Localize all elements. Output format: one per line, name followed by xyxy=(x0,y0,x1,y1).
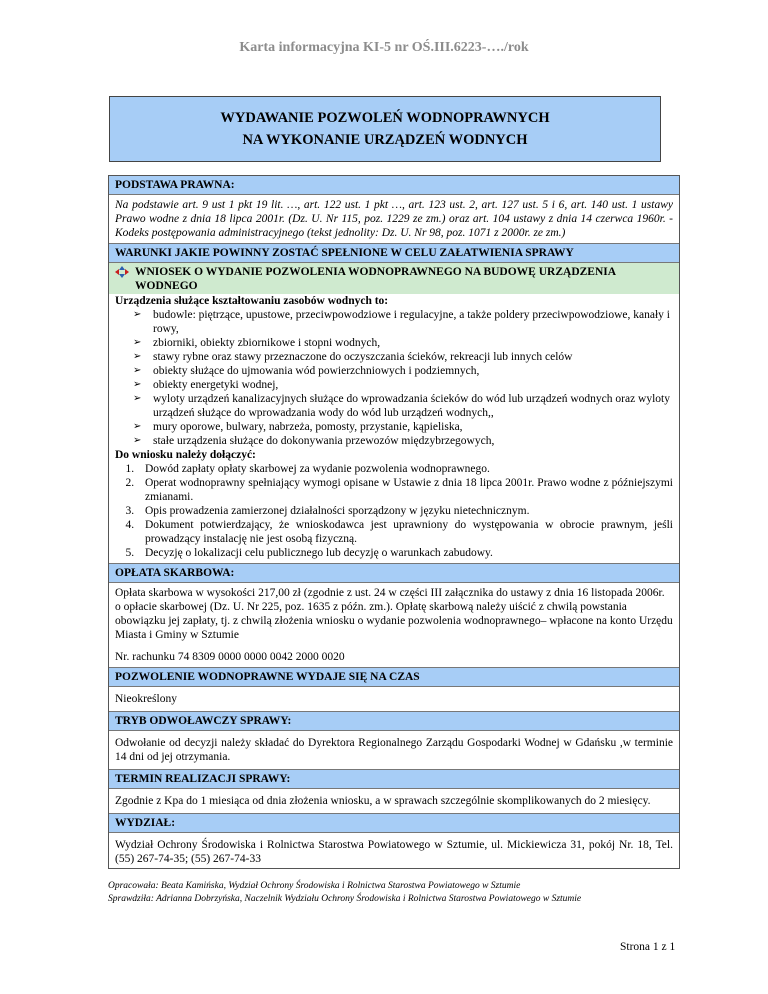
urzadzenia-list xyxy=(115,308,673,448)
oplata-account: Nr. rachunku 74 8309 0000 0000 0042 2000 0020 xyxy=(115,651,345,663)
podstawa-heading: PODSTAWA PRAWNA: xyxy=(109,176,679,195)
list-item: ➢ obiekty służące do ujmowania wód powierzchniowych i podziemnych, xyxy=(153,364,673,378)
urzadzenia-label: Urządzenia służące kształtowaniu zasobów wodnych to: xyxy=(115,295,389,307)
czas-heading: POZWOLENIE WODNOPRAWNE WYDAJE SIĘ NA CZAS xyxy=(109,668,679,687)
list-item: ➢ zbiorniki, obiekty zbiornikowe i stopni wodnych, xyxy=(153,336,673,350)
title-line-1: WYDAWANIE POZWOLEŃ WODNOPRAWNYCH xyxy=(220,110,550,126)
wydzial-heading: WYDZIAŁ: xyxy=(109,814,679,833)
list-item: 3. Opis prowadzenia zamierzonej działalności sporządzony w języku nietechnicznym. xyxy=(137,504,673,518)
document-header: Karta informacyjna KI-5 nr OŚ.III.6223-…./rok xyxy=(239,40,529,55)
wydzial-text: Wydział Ochrony Środowiska i Rolnictwa Starostwa Powiatowego w Sztumie, ul. Mickiewicza 31, pokój Nr. 18, Tel. (55) 267-74-35; (55) 267-74-33 xyxy=(115,839,673,865)
list-item: 4. Dokument potwierdzający, że wnioskodawca jest uprawniony do występowania w obrocie prawnym, jeśli prowadzący instalację nie jest osobą fizyczną. xyxy=(137,518,673,546)
list-item: ➢ stałe urządzenia służące do dokonywania przewozów międzybrzegowych, xyxy=(153,434,673,448)
warunki-body xyxy=(109,263,679,564)
checked-by: Sprawdziła: Adrianna Dobrzyńska, Naczelnik Wydziału Ochrony Środowiska i Rolnictwa Starostwa Powiatowego w Sztumie xyxy=(108,894,582,904)
tryb-heading: TRYB ODWOŁAWCZY SPRAWY: xyxy=(109,712,679,731)
dolaczyc-label: Do wniosku należy dołączyć: xyxy=(115,449,256,461)
list-item: 5. Decyzję o lokalizacji celu publicznego lub decyzję o warunkach zabudowy. xyxy=(137,546,673,560)
list-item: ➢ budowle: piętrzące, upustowe, przeciwpowodziowe i regulacyjne, a także poldery przeciwpowodziowe, kanały i rowy, xyxy=(153,308,673,336)
podstawa-text: Na podstawie art. 9 ust 1 pkt 19 lit. …, art. 122 ust. 1 pkt …, art. 123 ust. 2, art. 127 ust. 5 i 6, art. 140 ust. 1 ustawy Prawo wodne z dnia 18 lipca 2001r. (Dz. U. Nr 115, poz. 1229 ze zm.) oraz art. 104 ustawy z dnia 14 czerwca 1960r. - Kodeks postępowania administracyjnego (tekst jednolity: Dz. U. Nr 98, poz. 1071 z 2000r. ze zm.) xyxy=(109,195,679,244)
list-item: ➢ stawy rybne oraz stawy przeznaczone do oczyszczania ścieków, rekreacji lub innych celów xyxy=(153,350,673,364)
czas-text: Nieokreślony xyxy=(109,687,679,712)
title-box xyxy=(109,96,661,162)
page-number: Strona 1 z 1 xyxy=(620,941,676,953)
footer-notes xyxy=(108,880,708,906)
list-item: ➢ obiekty energetyki wodnej, xyxy=(153,378,673,392)
warunki-heading: WARUNKI JAKIE POWINNY ZOSTAĆ SPEŁNIONE W CELU ZAŁATWIENIA SPRAWY xyxy=(109,244,679,263)
four-arrows-icon xyxy=(115,266,129,278)
prepared-by: Opracowała: Beata Kamińska, Wydział Ochrony Środowiska i Rolnictwa Starostwa Powiatowego w Sztumie xyxy=(108,881,521,891)
oplata-text: Opłata skarbowa w wysokości 217,00 zł (zgodnie z ust. 24 w części III załącznika do ustawy z dnia 16 listopada 2006r. o opłacie skarbowej (Dz. U. Nr 225, poz. 1635 z późn. zm.). Opłatę skarbową należy uiścić z chwilą powstania obowiązku jej zapłaty, tj. z chwilą złożenia wniosku o wydanie pozwolenia wodnoprawnego– wpłacone na konto Urzędu Miasta i Gminy w Sztumie xyxy=(115,587,673,641)
wniosek-heading-text: WNIOSEK O WYDANIE POZWOLENIA WODNOPRAWNEGO NA BUDOWĘ URZĄDZENIA WODNEGO xyxy=(135,266,616,292)
list-item: ➢ wyloty urządzeń kanalizacyjnych służące do wprowadzania ścieków do wód lub urządzeń wodnych oraz wyloty urządzeń służące do wprowadzania wody do wód lub urządzeń wodnych,, xyxy=(153,392,673,420)
oplata-body xyxy=(109,583,679,668)
list-item: ➢ mury oporowe, bulwary, nabrzeża, pomosty, przystanie, kąpieliska, xyxy=(153,420,673,434)
list-item: 2. Operat wodnoprawny spełniający wymogi opisane w Ustawie z dnia 18 lipca 2001r. Prawo wodne z późniejszymi zmianami. xyxy=(137,476,673,504)
termin-text: Zgodnie z Kpa do 1 miesiąca od dnia złożenia wniosku, a w sprawach szczególnie skomplikowanych do 2 miesięcy. xyxy=(109,789,679,814)
tryb-text: Odwołanie od decyzji należy składać do Dyrektora Regionalnego Zarządu Gospodarki Wodnej w Gdańsku ,w terminie 14 dni od jej otrzymania. xyxy=(109,731,679,770)
termin-heading: TERMIN REALIZACJI SPRAWY: xyxy=(109,770,679,789)
list-item: 1. Dowód zapłaty opłaty skarbowej za wydanie pozwolenia wodnoprawnego. xyxy=(137,462,673,476)
wniosek-heading xyxy=(109,263,679,294)
title-line-2: NA WYKONANIE URZĄDZEŃ WODNYCH xyxy=(242,132,528,148)
info-table xyxy=(108,175,680,869)
dokumenty-list xyxy=(115,462,673,560)
oplata-heading: OPŁATA SKARBOWA: xyxy=(109,564,679,583)
